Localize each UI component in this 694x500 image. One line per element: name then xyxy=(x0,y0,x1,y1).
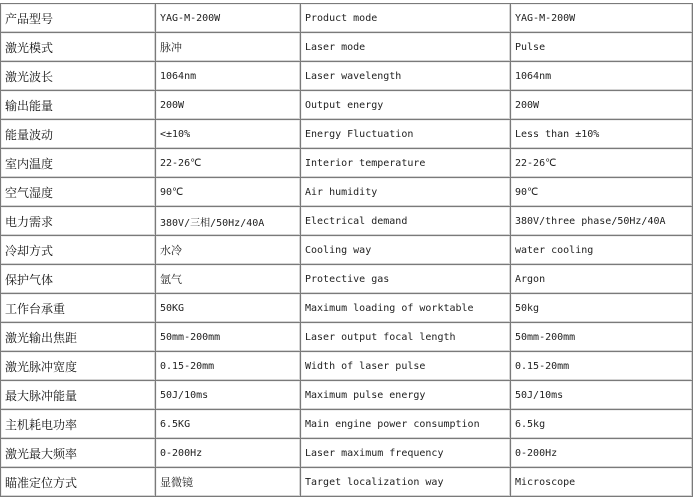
label-en: Width of laser pulse xyxy=(301,352,511,381)
label-zh: 空气湿度 xyxy=(1,178,156,207)
value-zh: 0.15-20mm xyxy=(156,352,301,381)
label-zh: 保护气体 xyxy=(1,265,156,294)
table-row xyxy=(1,381,693,410)
value-en: 50J/10ms xyxy=(511,381,693,410)
value-en: 1064nm xyxy=(511,62,693,91)
table-row xyxy=(1,149,693,178)
value-en: water cooling xyxy=(511,236,693,265)
value-zh: 显微镜 xyxy=(156,468,301,497)
table-row xyxy=(1,410,693,439)
label-zh: 工作台承重 xyxy=(1,294,156,323)
label-zh: 激光最大频率 xyxy=(1,439,156,468)
value-zh: 380V/三相/50Hz/40A xyxy=(156,207,301,236)
table-row xyxy=(1,91,693,120)
label-zh: 最大脉冲能量 xyxy=(1,381,156,410)
label-zh: 激光波长 xyxy=(1,62,156,91)
value-en: 50mm-200mm xyxy=(511,323,693,352)
label-zh: 能量波动 xyxy=(1,120,156,149)
label-en: Laser mode xyxy=(301,33,511,62)
table-row xyxy=(1,4,693,33)
value-en: 90℃ xyxy=(511,178,693,207)
label-zh: 产品型号 xyxy=(1,4,156,33)
value-zh: 氩气 xyxy=(156,265,301,294)
table-row xyxy=(1,265,693,294)
value-zh: 50mm-200mm xyxy=(156,323,301,352)
table-row xyxy=(1,178,693,207)
value-en: Microscope xyxy=(511,468,693,497)
label-en: Laser maximum frequency xyxy=(301,439,511,468)
label-en: Interior temperature xyxy=(301,149,511,178)
value-zh: YAG-M-200W xyxy=(156,4,301,33)
table-row xyxy=(1,33,693,62)
table-row xyxy=(1,62,693,91)
spec-table xyxy=(0,3,693,497)
label-en: Cooling way xyxy=(301,236,511,265)
value-en: Less than ±10% xyxy=(511,120,693,149)
value-zh: 50J/10ms xyxy=(156,381,301,410)
label-en: Protective gas xyxy=(301,265,511,294)
label-en: Electrical demand xyxy=(301,207,511,236)
table-row xyxy=(1,468,693,497)
label-en: Laser wavelength xyxy=(301,62,511,91)
value-en: 22-26℃ xyxy=(511,149,693,178)
value-en: Pulse xyxy=(511,33,693,62)
label-zh: 激光输出焦距 xyxy=(1,323,156,352)
value-en: Argon xyxy=(511,265,693,294)
label-zh: 主机耗电功率 xyxy=(1,410,156,439)
label-zh: 激光脉冲宽度 xyxy=(1,352,156,381)
table-row xyxy=(1,120,693,149)
table-row xyxy=(1,439,693,468)
value-en: 380V/three phase/50Hz/40A xyxy=(511,207,693,236)
value-zh: <±10% xyxy=(156,120,301,149)
value-zh: 水冷 xyxy=(156,236,301,265)
table-row xyxy=(1,207,693,236)
value-zh: 6.5KG xyxy=(156,410,301,439)
value-zh: 1064nm xyxy=(156,62,301,91)
value-zh: 50KG xyxy=(156,294,301,323)
label-en: Maximum pulse energy xyxy=(301,381,511,410)
label-zh: 瞄准定位方式 xyxy=(1,468,156,497)
label-zh: 室内温度 xyxy=(1,149,156,178)
label-zh: 激光模式 xyxy=(1,33,156,62)
value-zh: 90℃ xyxy=(156,178,301,207)
label-en: Maximum loading of worktable xyxy=(301,294,511,323)
value-zh: 200W xyxy=(156,91,301,120)
label-en: Target localization way xyxy=(301,468,511,497)
value-en: YAG-M-200W xyxy=(511,4,693,33)
value-en: 200W xyxy=(511,91,693,120)
label-en: Laser output focal length xyxy=(301,323,511,352)
table-row xyxy=(1,323,693,352)
value-en: 6.5kg xyxy=(511,410,693,439)
label-en: Main engine power consumption xyxy=(301,410,511,439)
value-en: 0-200Hz xyxy=(511,439,693,468)
value-zh: 0-200Hz xyxy=(156,439,301,468)
value-en: 50kg xyxy=(511,294,693,323)
label-zh: 电力需求 xyxy=(1,207,156,236)
table-row xyxy=(1,294,693,323)
label-en: Product mode xyxy=(301,4,511,33)
label-en: Output energy xyxy=(301,91,511,120)
label-en: Energy Fluctuation xyxy=(301,120,511,149)
table-row xyxy=(1,236,693,265)
value-zh: 22-26℃ xyxy=(156,149,301,178)
label-zh: 冷却方式 xyxy=(1,236,156,265)
value-en: 0.15-20mm xyxy=(511,352,693,381)
label-en: Air humidity xyxy=(301,178,511,207)
value-zh: 脉冲 xyxy=(156,33,301,62)
label-zh: 输出能量 xyxy=(1,91,156,120)
table-row xyxy=(1,352,693,381)
